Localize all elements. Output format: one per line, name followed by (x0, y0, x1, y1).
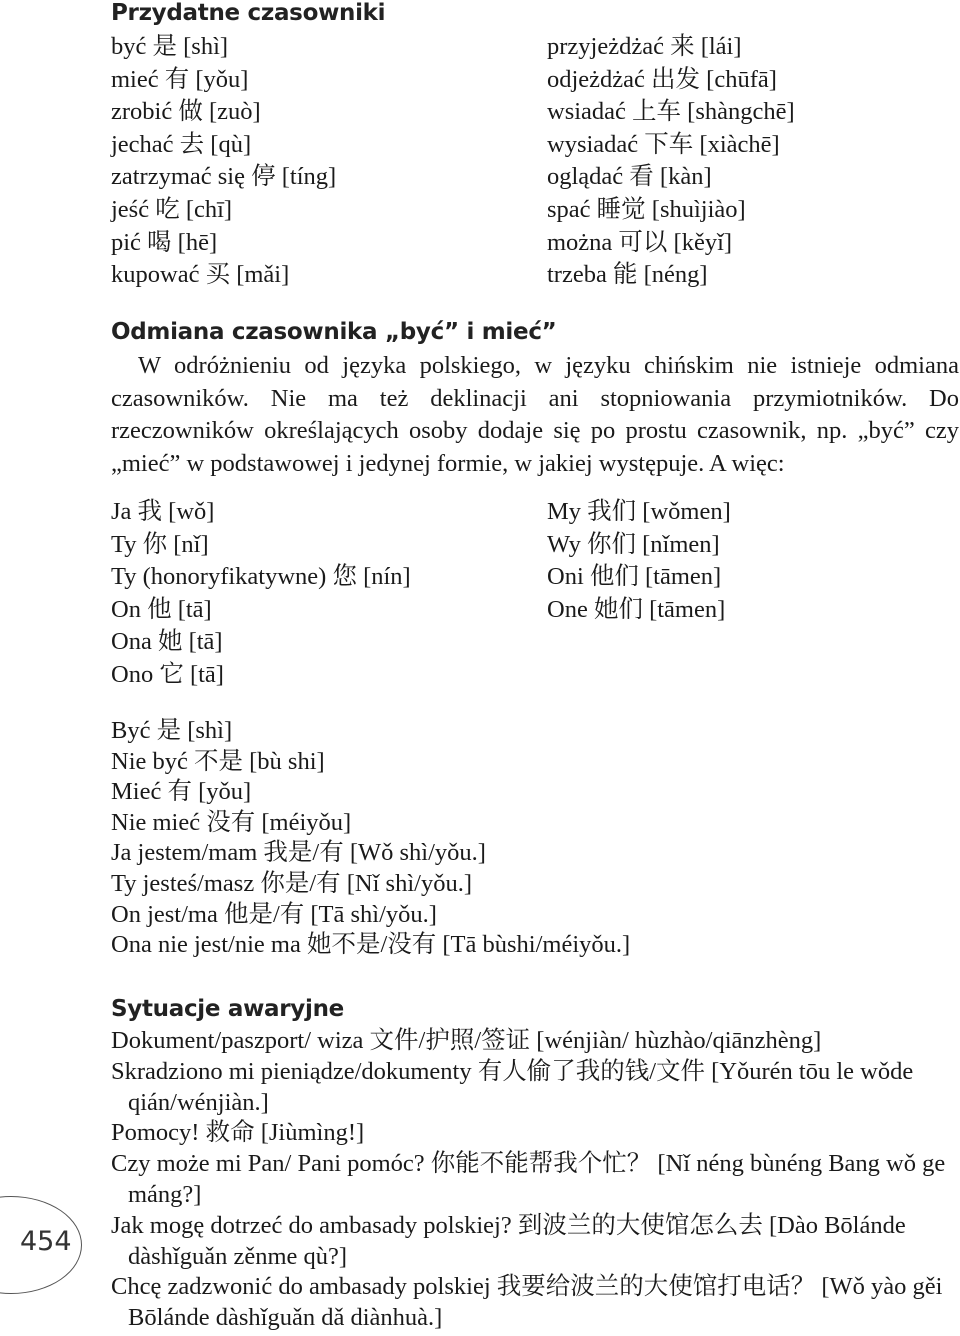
pronoun-entry: Ono 它 [tā] (111, 660, 224, 688)
verb-entry: zatrzymać się 停 [tíng] (111, 163, 337, 191)
pronoun-entry: Oni 他们 [tāmen] (547, 563, 722, 591)
verbs-right-column (547, 31, 795, 292)
pronouns-right-column (547, 496, 731, 626)
verbs-left-column (111, 31, 336, 292)
verb-form: Ona nie jest/nie ma 她不是/没有 [Tā bùshi/méiyǒu.] (111, 931, 631, 959)
conjugation-heading: Odmiana czasownika „być” i mieć” (111, 319, 557, 345)
verb-form: Ja jestem/mam 我是/有 [Wǒ shì/yǒu.] (111, 839, 486, 867)
verb-forms-list (111, 716, 630, 961)
verb-entry: mieć 有 [yǒu] (111, 65, 249, 93)
useful-verbs-heading: Przydatne czasowniki (111, 0, 386, 26)
emergency-phrase: Chcę zadzwonić do ambasady polskiej 我要给波兰的大使馆打电话？ [Wǒ yào gěi Bōlánde dàshǐguǎn dǎ diànhuà.] (111, 1273, 943, 1332)
emergency-phrase: Dokument/paszport/ wiza 文件/护照/签证 [wénjiàn/ hùzhào/qiānzhèng] (111, 1027, 822, 1054)
verb-form: Mieć 有 [yǒu] (111, 778, 252, 806)
pronoun-entry: One 她们 [tāmen] (547, 595, 726, 623)
verb-entry: pić 喝 [hē] (111, 228, 218, 256)
verb-form: On jest/ma 他是/有 [Tā shì/yǒu.] (111, 900, 437, 928)
emergency-phrase: Skradziono mi pieniądze/dokumenty 有人偷了我的钱/文件 [Yǒurén tōu le wǒde qián/wénjiàn.] (111, 1057, 914, 1116)
verb-entry: wysiadać 下车 [xiàchē] (547, 130, 780, 158)
conjugation-paragraph (111, 350, 959, 480)
verb-entry: trzeba 能 [néng] (547, 261, 708, 289)
pronoun-entry: Wy 你们 [nǐmen] (547, 530, 720, 558)
verb-entry: jeść 吃 [chī] (111, 195, 233, 223)
verb-form: Nie być 不是 [bù shi] (111, 747, 325, 775)
verb-entry: przyjeżdżać 来 [lái] (547, 33, 742, 60)
verb-entry: oglądać 看 [kàn] (547, 163, 712, 191)
verb-entry: być 是 [shì] (111, 33, 229, 60)
pronoun-entry: Ty (honoryfikatywne) 您 [nín] (111, 563, 411, 591)
emergency-phrase: Czy może mi Pan/ Pani pomóc? 你能不能帮我个忙？ [Nǐ néng bùnéng Bang wǒ ge máng?] (111, 1150, 946, 1208)
verb-entry: kupować 买 [mǎi] (111, 261, 290, 289)
verb-entry: zrobić 做 [zuò] (111, 98, 261, 126)
verb-entry: odjeżdżać 出发 [chūfā] (547, 65, 777, 93)
paragraph-text: W odróżnieniu od języka polskiego, w języku chińskim nie istnieje odmiana czasowników. Nie ma też deklinacji ani stopniowania przymiotników. Do rzeczowników określających osoby dodaje się po prostu czasownik, np. „być” czy „mieć” w podstawowej i jedynej formie, w jakiej występuje. A więc: (111, 352, 959, 477)
verb-entry: spać 睡觉 [shuìjiào] (547, 195, 746, 223)
emergency-heading: Sytuacje awaryjne (111, 996, 344, 1022)
emergency-phrases (111, 1026, 946, 1334)
pronoun-entry: Ja 我 [wǒ] (111, 498, 215, 525)
pronoun-entry: Ty 你 [nǐ] (111, 530, 209, 558)
verb-form: Nie mieć 没有 [méiyǒu] (111, 808, 352, 836)
page-number-badge (0, 1196, 84, 1294)
verb-form: Być 是 [shì] (111, 717, 233, 744)
pronouns-left-column (111, 496, 411, 692)
pronoun-entry: Ona 她 [tā] (111, 628, 223, 656)
pronoun-entry: On 他 [tā] (111, 595, 212, 623)
emergency-phrase: Pomocy! 救命 [Jiùmìng!] (111, 1119, 365, 1147)
verb-entry: można 可以 [kěyǐ] (547, 228, 733, 256)
verb-entry: wsiadać 上车 [shàngchē] (547, 98, 795, 126)
emergency-phrase: Jak mogę dotrzeć do ambasady polskiej? 到波兰的大使馆怎么去 [Dào Bōlánde dàshǐguǎn zěnme qù?] (111, 1211, 906, 1270)
pronoun-entry: My 我们 [wǒmen] (547, 498, 731, 525)
verb-entry: jechać 去 [qù] (111, 130, 252, 158)
verb-form: Ty jesteś/masz 你是/有 [Nǐ shì/yǒu.] (111, 869, 472, 897)
page-number: 454 (20, 1226, 72, 1257)
